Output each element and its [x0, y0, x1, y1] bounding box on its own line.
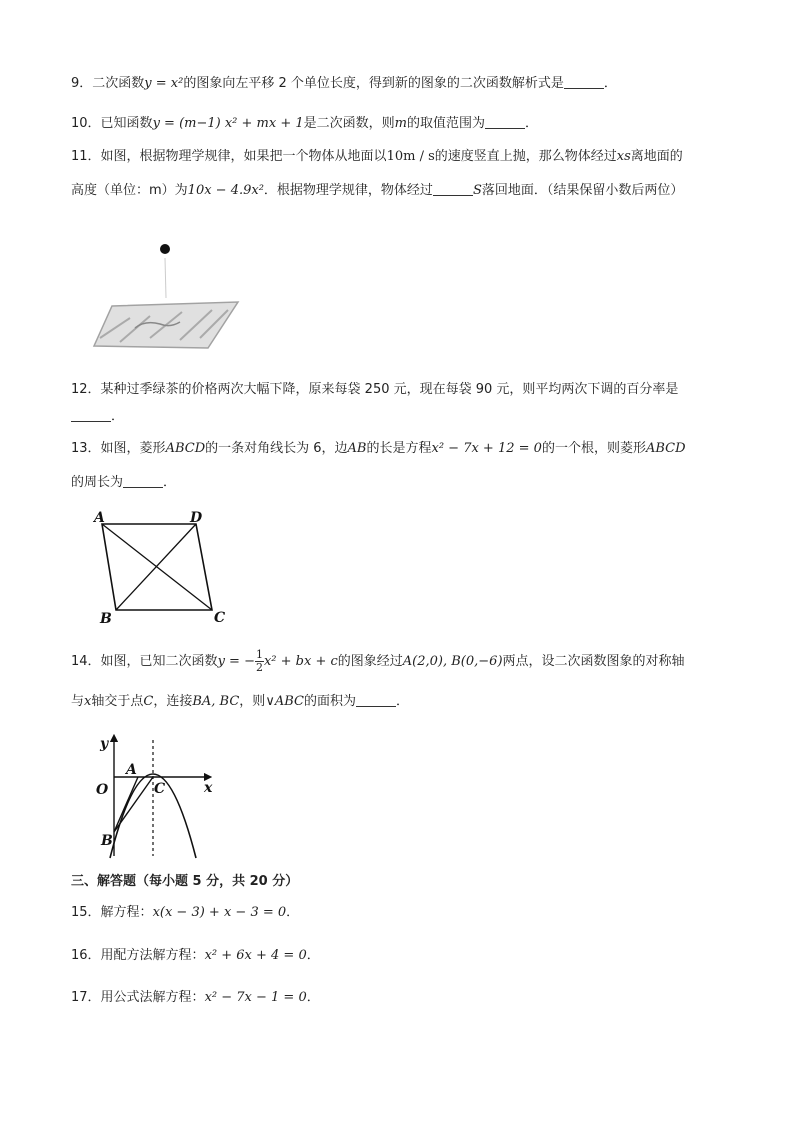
question-12: 12．某种过季绿茶的价格两次大幅下降，原来每袋 250 元，现在每袋 90 元，则平均两次下调的百分率是: [71, 382, 679, 397]
equation: y = x²: [144, 76, 184, 91]
question-14: 14．如图，已知二次函数y = − $\frac{1}{2}$ x² + bx + c的图象经过A(2,0), B(0,−6)两点，设二次函数图象的对称轴: [71, 648, 685, 674]
rhombus-figure: [88, 506, 238, 626]
label-a: A: [94, 510, 105, 526]
question-number: 11．: [71, 149, 101, 164]
question-15: 15．解方程：x(x − 3) + x − 3 = 0．: [71, 905, 300, 920]
label-y: y: [100, 736, 109, 752]
question-12-line-2: ．: [71, 407, 124, 426]
answer-blank[interactable]: [433, 181, 473, 196]
answer-blank[interactable]: [356, 692, 396, 707]
question-17: 17．用公式法解方程：x² − 7x − 1 = 0．: [71, 990, 320, 1005]
question-number: 17．: [71, 990, 101, 1005]
label-c: C: [154, 781, 166, 797]
question-10: 10．已知函数y = (m−1) x² + mx + 1是二次函数，则m的取值范围为 ．: [71, 116, 538, 131]
answer-blank[interactable]: [485, 114, 525, 129]
expression: 10x − 4.9x²: [187, 183, 264, 198]
label-d: D: [190, 510, 203, 526]
question-number: 16．: [71, 948, 101, 963]
question-number: 13．: [71, 441, 101, 456]
equation: y = (m−1) x² + mx + 1: [152, 116, 304, 131]
question-11: 11．如图，根据物理学规律，如果把一个物体从地面以10m / s的速度竖直上抛，那么物体经过xs离地面的: [71, 149, 683, 164]
diagonal-bd: [116, 524, 196, 610]
segment-bc: [114, 777, 153, 832]
question-11-line-2: 高度（单位：m）为10x − 4.9x²．根据物理学规律，物体经过 S落回地面．（结果保留小数后两位）: [71, 183, 684, 198]
question-number: 14．: [71, 654, 101, 669]
question-9: 9．二次函数y = x²的图象向左平移 2 个单位长度，得到新的图象的二次函数解析式是 ．: [71, 76, 617, 91]
question-number: 12．: [71, 382, 101, 397]
answer-blank[interactable]: [123, 473, 163, 488]
question-number: 9．: [71, 76, 93, 91]
label-o: O: [96, 782, 109, 798]
equation: x² + 6x + 4 = 0: [204, 948, 307, 963]
diagonal-ac: [102, 524, 212, 610]
segment-ba: [114, 777, 138, 832]
question-13: 13．如图，菱形ABCD的一条对角线长为 6，边AB的长是方程x² − 7x + 12 = 0的一个根，则菱形ABCD: [71, 441, 686, 456]
equation: x(x − 3) + x − 3 = 0: [152, 905, 287, 920]
question-number: 15．: [71, 905, 101, 920]
label-a: A: [126, 762, 137, 778]
parabola-curve: [110, 774, 196, 858]
label-c: C: [214, 610, 226, 626]
answer-blank[interactable]: [71, 407, 111, 422]
question-13-line-2: 的周长为 ．: [71, 475, 177, 490]
equation: x² − 7x + 12 = 0: [431, 441, 542, 456]
question-14-line-2: 与x轴交于点C，连接BA, BC，则∨ABC的面积为 ．: [71, 694, 409, 709]
projectile-figure: [90, 238, 240, 358]
section-heading: 三、解答题（每小题 5 分，共 20 分）: [71, 874, 299, 889]
ball-icon: [160, 244, 170, 254]
fraction: $\frac{1}{2}$: [255, 648, 263, 674]
answer-blank[interactable]: [564, 74, 604, 89]
question-16: 16．用配方法解方程：x² + 6x + 4 = 0．: [71, 948, 320, 963]
equation: x² − 7x − 1 = 0: [204, 990, 307, 1005]
label-b: B: [100, 611, 112, 626]
parabola-figure: [88, 730, 228, 862]
label-b: B: [101, 833, 113, 849]
question-number: 10．: [71, 116, 101, 131]
label-x: x: [204, 780, 213, 796]
